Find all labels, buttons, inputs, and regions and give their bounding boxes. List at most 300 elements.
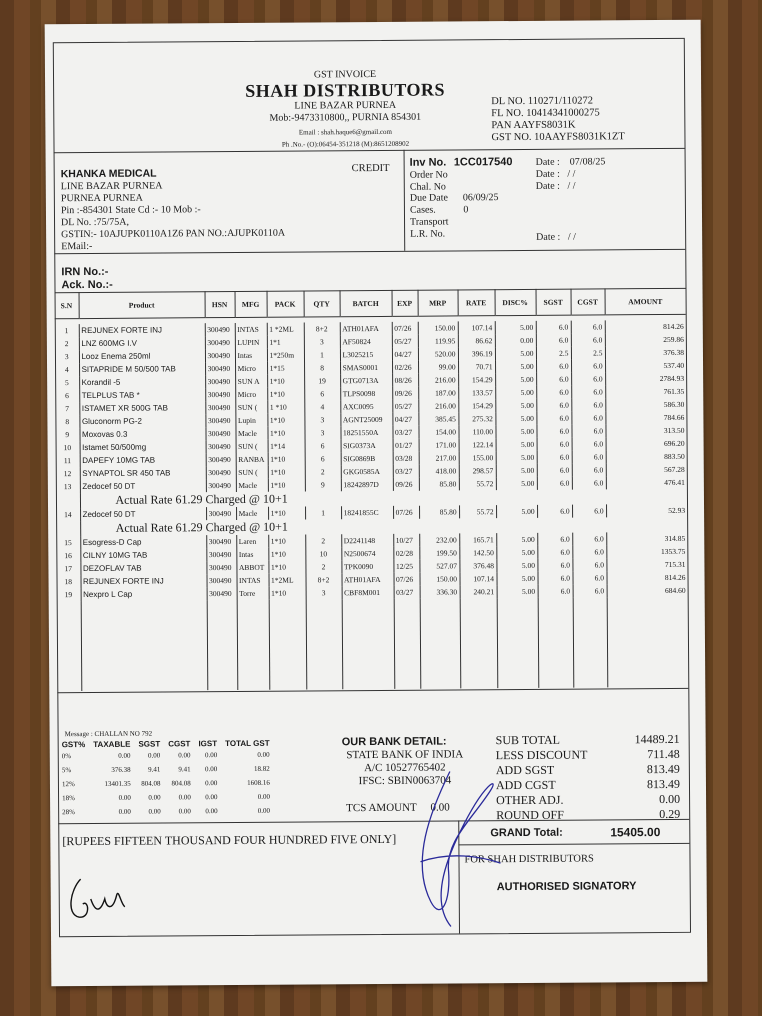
table-cell: Zedocef 50 DT <box>80 507 206 521</box>
table-cell: REJUNEX FORTE INJ <box>80 574 206 588</box>
invoice-paper <box>45 20 708 987</box>
table-cell: 715.31 <box>606 558 687 572</box>
total-label: ADD CGST <box>495 777 556 793</box>
table-cell: 300490 <box>206 466 236 479</box>
table-cell: 300490 <box>206 561 236 574</box>
table-cell: 1*1 <box>267 335 304 348</box>
table-cell: 6.0 <box>572 532 606 545</box>
table-cell: 2 <box>305 560 341 573</box>
table-cell: 300490 <box>206 440 236 453</box>
gst-header: CGST <box>168 739 191 749</box>
table-cell: 1 *10 <box>267 400 304 413</box>
table-cell: L3025215 <box>340 348 392 361</box>
gst-row <box>58 790 274 806</box>
table-cell: 165.71 <box>459 533 496 546</box>
table-cell: 5.00 <box>496 451 537 464</box>
table-cell: 05/27 <box>392 400 418 413</box>
table-cell: 85.80 <box>419 505 459 518</box>
table-cell: 537.40 <box>605 359 686 373</box>
table-cell: INTAS <box>236 574 268 587</box>
table-cell: 119.95 <box>418 334 458 347</box>
table-cell: 14 <box>64 510 72 520</box>
table-cell: 107.14 <box>459 572 496 585</box>
table-cell: 1*15 <box>267 361 304 374</box>
table-cell: SUN A <box>235 375 267 388</box>
table-cell: 4 <box>304 400 340 413</box>
table-cell: 13 <box>63 482 72 492</box>
table-cell: 154.29 <box>458 373 495 386</box>
grand-total-label: GRAND Total: <box>490 826 563 840</box>
table-cell: 6.0 <box>571 398 605 411</box>
table-cell: 1*10 <box>267 426 304 439</box>
inv-number: 1CC017540 <box>453 156 513 169</box>
table-cell: LUPIN <box>235 336 267 349</box>
ack-label: Ack. No.:- <box>61 278 113 292</box>
table-cell: 03/27 <box>393 465 419 478</box>
table-cell: 300490 <box>206 507 236 520</box>
table-cell: 09/26 <box>392 387 418 400</box>
table-cell: 5 <box>64 378 69 388</box>
company-mobile: Mob:-9473310800,, PURNIA 854301 <box>269 111 422 124</box>
table-cell: 3 <box>304 426 340 439</box>
table-cell: 2.5 <box>536 347 571 360</box>
table-cell: 6.0 <box>572 463 606 476</box>
table-cell: 6.0 <box>572 476 606 489</box>
table-cell: 6.0 <box>537 438 572 451</box>
table-cell: TELPLUS TAB * <box>79 388 205 402</box>
invoice-date: 07/08/25 <box>569 156 606 168</box>
table-cell: 12/25 <box>393 560 419 573</box>
table-cell: 784.66 <box>605 411 686 425</box>
table-cell: 883.50 <box>606 450 687 464</box>
table-cell: 300490 <box>205 401 235 414</box>
table-cell: 55.72 <box>459 505 496 518</box>
table-cell: 567.28 <box>606 463 687 477</box>
table-cell: 1 <box>305 506 341 519</box>
column-header: QTY <box>304 290 340 317</box>
table-cell: 09/26 <box>393 478 419 491</box>
gst-row <box>58 776 274 792</box>
tcs-label: TCS AMOUNT <box>346 801 417 815</box>
table-cell: LNZ 600MG I.V <box>79 336 205 350</box>
table-cell: AGNT25009 <box>340 413 392 426</box>
table-cell: 6.0 <box>571 333 605 346</box>
authorised-signatory: AUTHORISED SIGNATORY <box>496 880 637 894</box>
gst-cell: 0.00 <box>148 807 161 816</box>
buyer-signature-icon <box>61 869 131 929</box>
table-cell: 6.0 <box>571 424 605 437</box>
table-cell: 6.0 <box>572 558 606 571</box>
table-cell: 7 <box>65 404 69 414</box>
message: Message : CHALLAN NO 792 <box>64 729 153 739</box>
table-cell: 6.0 <box>571 411 605 424</box>
table-cell: 150.00 <box>419 572 459 585</box>
gst-cell: 0.00 <box>257 750 270 759</box>
gst-cell: 0.00 <box>118 793 131 802</box>
table-cell: 0.00 <box>495 334 536 347</box>
total-value: 813.49 <box>646 761 680 777</box>
table-cell: 6.0 <box>536 334 571 347</box>
cases-value: 0 <box>463 204 469 216</box>
table-cell: GTG0713A <box>340 374 392 387</box>
table-cell: 4 <box>64 365 69 375</box>
table-cell: 300490 <box>207 587 237 600</box>
table-cell: 1 <box>304 348 340 361</box>
table-cell: Lupin <box>235 414 267 427</box>
table-cell: TPK0090 <box>341 560 393 573</box>
table-cell: 2 <box>305 534 341 547</box>
chal-label: Chal. No <box>409 181 446 193</box>
table-cell: 1*10 <box>267 374 304 387</box>
buyer-line: PURNEA PURNEA <box>60 192 143 205</box>
total-value: 14489.21 <box>634 731 680 747</box>
table-cell: 6.0 <box>536 412 571 425</box>
table-cell: 05/27 <box>392 335 418 348</box>
table-cell: Zedocef 50 DT <box>80 479 206 493</box>
table-cell: 300490 <box>206 479 236 492</box>
total-row <box>496 762 680 778</box>
table-cell: Micro <box>235 388 267 401</box>
gst-cell: 12% <box>61 780 75 789</box>
pan-number: PAN AAYFS8031K <box>491 119 576 132</box>
table-cell: 02/26 <box>392 361 418 374</box>
table-cell: 814.26 <box>606 571 687 585</box>
table-cell: 6 <box>305 452 341 465</box>
table-cell: ATH01AFA <box>340 322 392 335</box>
column-header: RATE <box>458 289 495 316</box>
order-date-label: Date : <box>535 168 560 180</box>
table-cell: 6.0 <box>536 360 571 373</box>
table-cell: 5.00 <box>495 347 536 360</box>
table-cell: 6 <box>65 391 69 401</box>
table-cell: 275.32 <box>458 412 495 425</box>
table-cell: GKG0585A <box>341 465 393 478</box>
table-cell: 3 <box>306 586 342 599</box>
due-label: Due Date <box>409 192 448 205</box>
table-cell: 259.86 <box>605 333 686 347</box>
actual-rate-note: Actual Rate 61.29 Charged @ 10+1 <box>80 517 687 536</box>
table-cell: 07/26 <box>393 573 419 586</box>
total-value: 0.29 <box>659 806 681 822</box>
gst-cell: 0.00 <box>118 807 131 816</box>
table-cell: 6.0 <box>572 450 606 463</box>
table-cell: 08/26 <box>392 374 418 387</box>
fl-number: FL NO. 10414341000275 <box>491 107 600 120</box>
table-cell: 10 <box>63 443 72 453</box>
table-cell: SUN ( <box>236 466 268 479</box>
gst-cell: 376.38 <box>111 765 131 774</box>
column-header: MFG <box>235 291 267 318</box>
table-cell: 476.41 <box>606 476 687 490</box>
table-cell: RANBA <box>236 453 268 466</box>
total-value: 711.48 <box>647 746 680 762</box>
column-header: MRP <box>418 289 458 316</box>
table-cell: 6.0 <box>572 571 606 584</box>
table-cell: 1*10 <box>267 413 304 426</box>
gst-cell: 9.41 <box>178 765 191 774</box>
table-cell: 2.5 <box>571 346 605 359</box>
invoice-details <box>410 157 513 240</box>
column-header: CGST <box>571 288 605 315</box>
table-cell: 300490 <box>206 535 236 548</box>
table-cell: 1*10 <box>268 547 305 560</box>
column-header: S.N <box>55 292 79 319</box>
column-header: BATCH <box>340 290 392 317</box>
column-header: PACK <box>267 291 304 318</box>
table-cell: 684.60 <box>607 584 688 598</box>
table-cell: 154.00 <box>418 425 458 438</box>
table-cell: 5.00 <box>496 546 537 559</box>
gst-header: TAXABLE <box>93 739 131 749</box>
table-cell: 99.00 <box>418 360 458 373</box>
table-cell: 6.0 <box>572 437 606 450</box>
table-cell: 154.29 <box>458 399 495 412</box>
table-cell: 10 <box>305 547 341 560</box>
table-cell: 55.72 <box>459 477 496 490</box>
total-value: 0.00 <box>659 791 681 807</box>
table-cell: SUN ( <box>236 440 268 453</box>
company-email: Email : shah.haque6@gmail.com <box>298 127 393 137</box>
chal-date-label: Date : <box>535 180 560 192</box>
inv-label: Inv No. <box>409 156 447 169</box>
buyer-details <box>61 180 285 254</box>
table-cell: ATH01AFA <box>341 573 393 586</box>
table-cell: 520.00 <box>418 347 458 360</box>
table-cell: 3 <box>304 335 340 348</box>
table-cell: Korandil -5 <box>79 375 205 389</box>
table-cell: 300490 <box>205 427 235 440</box>
table-cell: Macle <box>235 427 267 440</box>
totals-table <box>496 732 681 823</box>
table-cell: 6.0 <box>537 546 572 559</box>
table-cell: 300490 <box>205 388 235 401</box>
gst-header: GST% <box>61 740 86 750</box>
table-cell: 03/27 <box>392 426 418 439</box>
table-cell: 6.0 <box>572 545 606 558</box>
table-cell: 5.00 <box>496 464 537 477</box>
grand-total-value: 15405.00 <box>610 825 661 840</box>
table-cell: 8 <box>65 417 70 427</box>
table-cell: INTAS <box>235 323 267 336</box>
table-cell: 300490 <box>205 414 235 427</box>
bank-title: OUR BANK DETAIL: <box>341 735 447 749</box>
gst-row <box>58 762 274 778</box>
gst-cell: 0.00 <box>148 793 161 802</box>
company-address: LINE BAZAR PURNEA <box>294 99 397 112</box>
table-cell: 5.00 <box>496 477 537 490</box>
table-cell: 6.0 <box>537 572 572 585</box>
table-cell: 6.0 <box>537 559 572 572</box>
table-cell: Nexpro L Cap <box>81 587 207 601</box>
gst-cell: 0.00 <box>178 807 191 816</box>
table-cell: 1 <box>64 326 69 336</box>
gst-cell: 5% <box>61 766 72 775</box>
table-cell: 6.0 <box>536 399 571 412</box>
licence-block <box>491 95 625 144</box>
table-cell: 314.85 <box>606 532 687 546</box>
table-cell: 396.19 <box>458 347 495 360</box>
table-cell: 336.30 <box>420 585 460 598</box>
table-cell: 376.48 <box>459 559 496 572</box>
table-cell: Laren <box>236 535 268 548</box>
table-cell: 300490 <box>206 548 236 561</box>
actual-rate-note: Actual Rate 61.29 Charged @ 10+1 <box>80 489 687 508</box>
table-cell: 5.00 <box>496 572 537 585</box>
total-label: LESS DISCOUNT <box>495 747 588 763</box>
table-cell: 1353.75 <box>606 545 687 559</box>
table-cell: 199.50 <box>419 546 459 559</box>
table-cell: 17 <box>64 564 72 574</box>
table-cell: 298.57 <box>459 464 496 477</box>
table-cell: 6.0 <box>571 320 605 333</box>
table-cell: 8+2 <box>305 573 341 586</box>
table-cell: Looz Enema 250ml <box>79 349 205 363</box>
table-cell: 122.14 <box>459 438 496 451</box>
date-label: Date : <box>535 156 560 168</box>
lr-date-label: Date : <box>536 231 561 243</box>
table-cell: ISTAMET XR 500G TAB <box>79 401 205 415</box>
table-cell: 8 <box>304 361 340 374</box>
total-label: SUB TOTAL <box>495 732 560 748</box>
table-cell: 04/27 <box>392 348 418 361</box>
gst-header: IGST <box>198 739 218 749</box>
table-cell: 6.0 <box>571 385 605 398</box>
table-cell: D2241148 <box>341 534 393 547</box>
buyer-line: GSTIN:- 10AJUPK0110A1Z6 PAN NO.:AJUPK0110A <box>61 227 286 241</box>
items-table <box>55 288 689 691</box>
table-cell: 11 <box>63 456 72 466</box>
signatory-signature-icon <box>390 751 511 932</box>
gst-cell: 13401.35 <box>104 779 131 788</box>
total-row <box>496 777 680 793</box>
gst-cell: 0.00 <box>205 765 218 774</box>
table-cell: 300490 <box>205 349 235 362</box>
table-cell: 300490 <box>205 375 235 388</box>
gst-cell: 0.00 <box>178 793 191 802</box>
table-cell: 6.0 <box>573 584 607 597</box>
table-cell: 2 <box>64 339 69 349</box>
table-cell: AF50824 <box>340 335 392 348</box>
table-cell: 18 <box>64 577 73 587</box>
table-cell: 19 <box>64 590 73 600</box>
table-cell: 300490 <box>206 453 236 466</box>
table-cell: 6.0 <box>537 533 572 546</box>
table-cell: 19 <box>304 374 340 387</box>
amount-in-words: [RUPEES FIFTEEN THOUSAND FOUR HUNDRED FIVE ONLY] <box>62 831 397 849</box>
table-cell: 10/27 <box>393 534 419 547</box>
table-cell: SUN ( <box>235 401 267 414</box>
table-cell: 376.38 <box>605 346 686 360</box>
table-cell: 8+2 <box>304 322 340 335</box>
gst-cell: 0.00 <box>148 751 161 760</box>
table-cell: SITAPRIDE M 50/500 TAB <box>79 362 205 376</box>
gst-cell: 0.00 <box>204 751 218 760</box>
table-cell: 6.0 <box>537 477 572 490</box>
company-name: SHAH DISTRIBUTORS <box>245 79 446 101</box>
table-cell: 1*10 <box>269 586 306 599</box>
bank-name: STATE BANK OF INDIA <box>346 748 464 762</box>
table-cell: DAPEFY 10MG TAB <box>80 453 206 467</box>
table-cell: 5.00 <box>495 412 536 425</box>
table-cell: 5.00 <box>496 505 537 518</box>
table-cell: 107.14 <box>458 321 495 334</box>
table-cell: 18251550A <box>340 426 392 439</box>
table-cell: Intas <box>235 349 267 362</box>
cases-label: Cases. <box>409 204 436 216</box>
table-cell: 5.00 <box>496 559 537 572</box>
total-row <box>496 732 680 748</box>
table-cell: 232.00 <box>419 533 459 546</box>
gst-header: SGST <box>138 739 161 749</box>
table-cell: 52.93 <box>606 504 687 518</box>
total-label: ROUND OFF <box>496 807 564 823</box>
order-label: Order No <box>409 169 448 181</box>
gst-cell: 0.00 <box>118 751 131 760</box>
gst-cell: 18.82 <box>253 764 270 773</box>
table-cell: 300490 <box>205 323 235 336</box>
table-cell: 3 <box>64 352 69 362</box>
gst-cell: 0.00 <box>205 793 218 802</box>
table-cell: 5.00 <box>495 360 536 373</box>
table-cell: Torre <box>237 587 269 600</box>
buyer-line: LINE BAZAR PURNEA <box>60 180 163 193</box>
gst-cell: 28% <box>62 808 76 817</box>
table-cell: N2500674 <box>341 547 393 560</box>
doc-type: GST INVOICE <box>313 68 377 81</box>
table-cell: SYNAPTOL SR 450 TAB <box>80 466 206 480</box>
buyer-line: Pin :-854301 State Cd :- 10 Mob :- <box>60 204 201 217</box>
table-cell: CBF8M001 <box>342 586 394 599</box>
table-cell: 300490 <box>205 362 235 375</box>
table-cell: 385.45 <box>418 412 458 425</box>
table-cell: 6.0 <box>537 505 572 518</box>
table-cell: 1*10 <box>268 534 305 547</box>
gst-summary-table <box>58 739 274 820</box>
table-cell: Macle <box>236 479 268 492</box>
table-cell: 300490 <box>206 574 236 587</box>
lr-date-row <box>536 232 576 243</box>
table-cell: TLPS0098 <box>340 387 392 400</box>
table-cell: 5.00 <box>495 386 536 399</box>
table-cell: 6.0 <box>572 504 606 517</box>
table-cell: 142.50 <box>459 546 496 559</box>
table-cell: 110.00 <box>458 425 495 438</box>
table-cell: 761.35 <box>605 385 686 399</box>
table-cell: 6.0 <box>536 386 571 399</box>
gst-cell: 804.08 <box>141 779 161 788</box>
table-cell: 18241855C <box>341 506 393 519</box>
due-date: 06/09/25 <box>462 192 499 204</box>
gst-cell: 0.00 <box>205 807 218 816</box>
table-cell: 15 <box>64 538 72 548</box>
table-cell: SIG0373A <box>341 439 393 452</box>
table-cell: 9 <box>305 478 341 491</box>
table-cell: 85.80 <box>419 477 459 490</box>
table-cell: 9 <box>65 430 70 440</box>
table-cell: 1*10 <box>268 478 305 491</box>
gst-cell: 0% <box>61 752 72 761</box>
table-cell: 5.00 <box>496 533 537 546</box>
bank-ifsc: IFSC: SBIN0063704 <box>358 774 452 788</box>
table-cell: SIG0869B <box>341 452 393 465</box>
buyer-line: DL No. :75/75A, <box>60 216 130 229</box>
buyer-name: KHANKA MEDICAL <box>60 167 157 181</box>
lr-date: / / <box>567 231 576 243</box>
table-cell: 5.00 <box>495 373 536 386</box>
table-cell: ABBOT <box>236 561 268 574</box>
dl-number: DL NO. 110271/110272 <box>491 95 594 108</box>
table-cell: Moxovas 0.3 <box>79 427 205 441</box>
